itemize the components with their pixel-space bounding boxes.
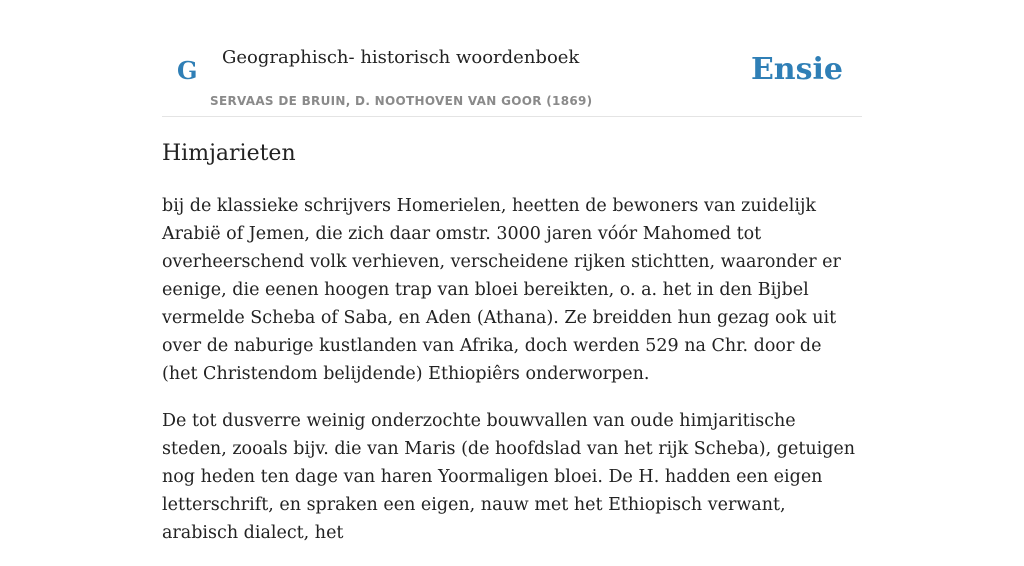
book-header [162, 0, 862, 117]
book-title-link[interactable]: Geographisch- historisch woordenboek [222, 47, 580, 68]
entry-content [162, 192, 862, 566]
book-author: SERVAAS DE BRUIN, D. NOOTHOVEN VAN GOOR (1869) [210, 94, 593, 108]
ensie-logo-link[interactable]: Ensie [750, 52, 843, 87]
entry-paragraph: De tot dusverre weinig onderzochte bouwvallen van oude himjaritische steden, zooals bijv. die van Maris (de hoofdslad van het rijk Scheba), getuigen nog heden ten dage van haren Yoormaligen bloei. De H. hadden een eigen letterschrift, en spraken een eigen, nauw met het Ethiopisch verwant, arabisch dialect, het [162, 411, 856, 543]
entry-title: Himjarieten [162, 141, 296, 166]
book-letter-icon[interactable]: G [177, 56, 198, 85]
entry-paragraph: bij de klassieke schrijvers Homerielen, heetten de bewoners van zuidelijk Arabië of Jemen, die zich daar omstr. 3000 jaren vóór Mahomed tot overheerschend volk verhieven, verscheidene rijken stichtten, waaronder er eenige, die eenen hoogen trap van bloei bereikten, o. a. het in den Bijbel vermelde Scheba of Saba, en Aden (Athana). Ze breidden hun gezag ook uit over de naburige kustlanden van Afrika, doch werden 529 na Chr. door de (het Christendom belijdende) Ethiopiêrs onderworpen. [162, 196, 841, 384]
